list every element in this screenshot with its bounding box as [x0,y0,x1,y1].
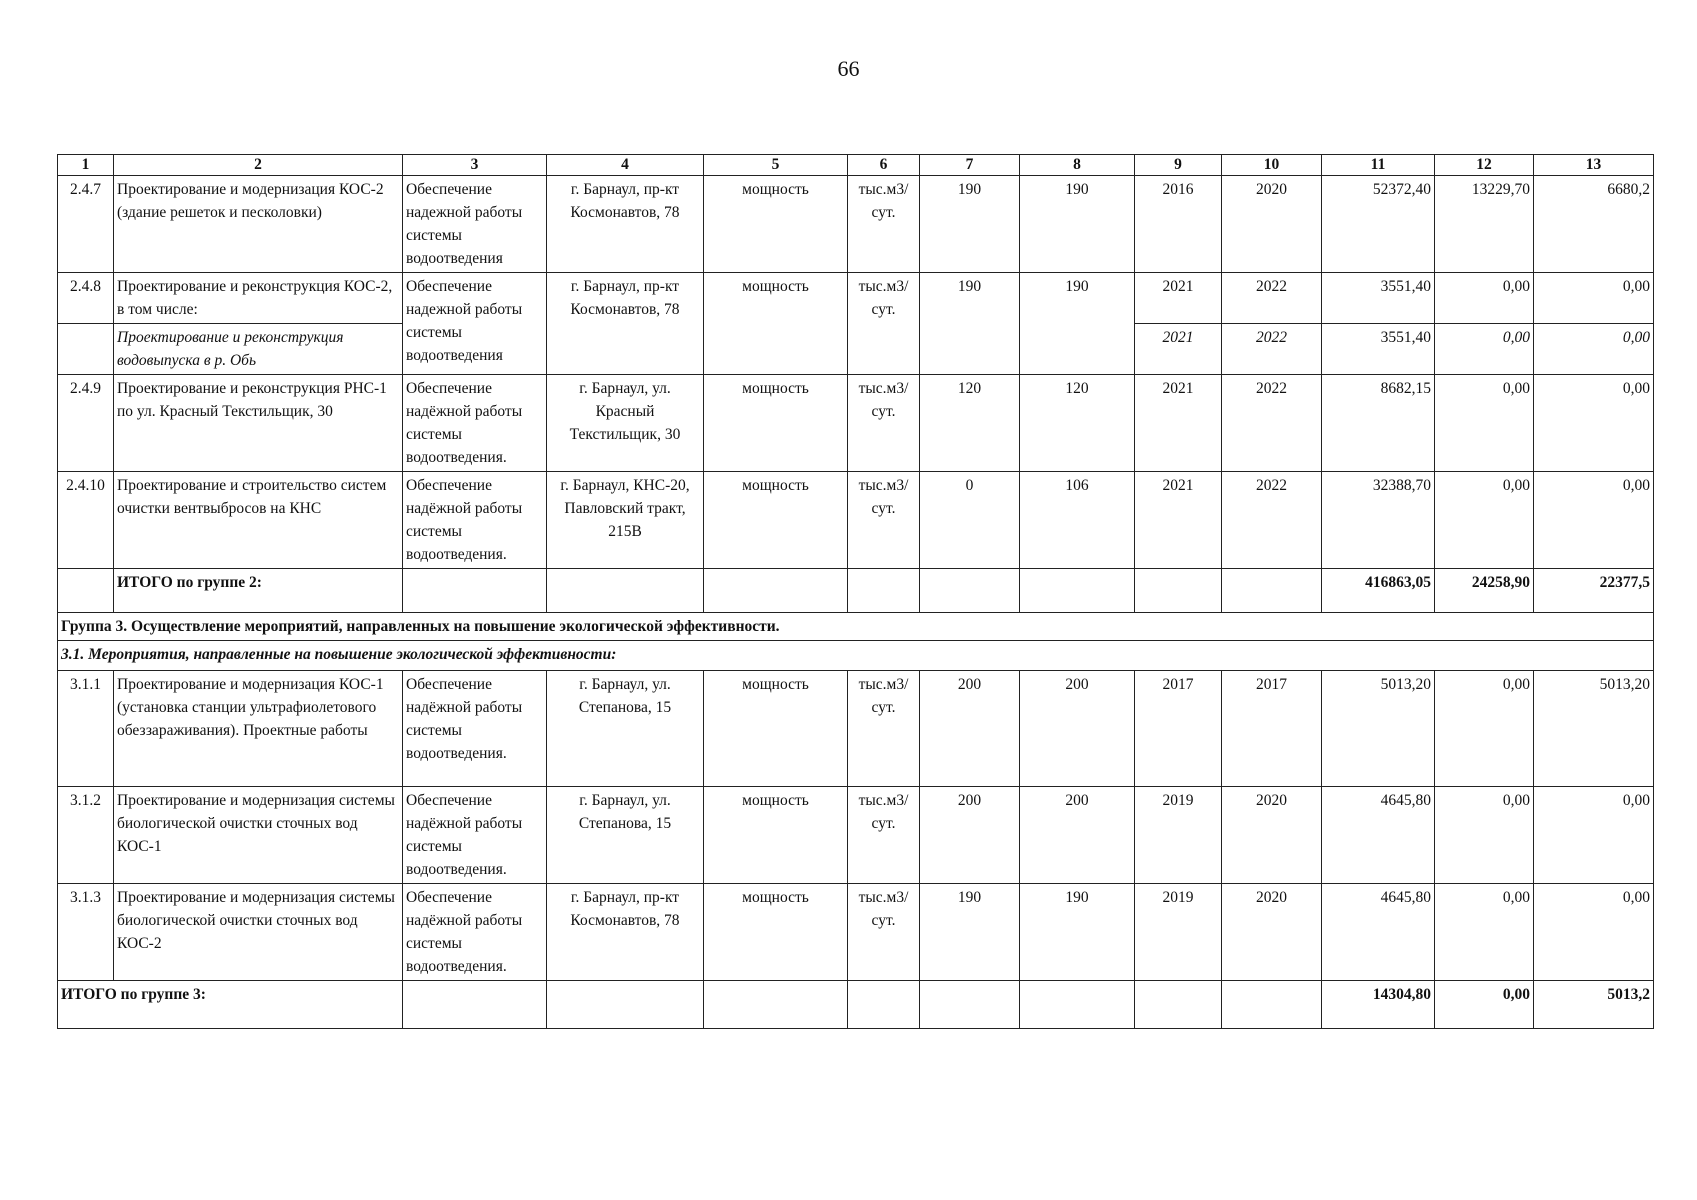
end-year: 2022 [1222,324,1322,375]
value-col7: 0 [920,472,1020,569]
start-year: 2021 [1135,472,1222,569]
indicator: мощность [704,375,848,472]
column-number: 10 [1222,155,1322,176]
empty-cell [1135,569,1222,613]
project-goal: Обеспечение надёжной работы системы водоотведения. [403,671,547,787]
column-number: 8 [1020,155,1135,176]
project-name: Проектирование и модернизация КОС-1 (установка станции ультрафиолетового обеззараживания). Проектные работы [114,671,403,787]
total-label: ИТОГО по группе 3: [58,981,403,1029]
project-address: г. Барнаул, пр-кт Космонавтов, 78 [547,176,704,273]
investment-program-table [57,154,1654,1029]
cost-col13: 6680,2 [1534,176,1654,273]
group-total-row [58,569,1654,613]
cost-total: 4645,80 [1322,787,1435,884]
table-row [58,176,1654,273]
empty-cell [1020,569,1135,613]
column-number: 12 [1435,155,1534,176]
project-goal: Обеспечение надежной работы системы водоотведения [403,176,547,273]
project-goal: Обеспечение надёжной работы системы водоотведения. [403,472,547,569]
project-goal: Обеспечение надёжной работы системы водоотведения. [403,787,547,884]
unit: тыс.м3/сут. [848,884,920,981]
total-label: ИТОГО по группе 2: [114,569,403,613]
project-address: г. Барнаул, ул. Степанова, 15 [547,787,704,884]
row-number: 2.4.10 [58,472,114,569]
project-goal: Обеспечение надёжной работы системы водоотведения. [403,884,547,981]
indicator: мощность [704,273,848,375]
value-col7: 200 [920,671,1020,787]
table-row [58,787,1654,884]
empty-cell [704,981,848,1029]
empty-cell [403,569,547,613]
end-year: 2020 [1222,176,1322,273]
total-col12: 24258,90 [1435,569,1534,613]
project-goal: Обеспечение надежной работы системы водоотведения [403,273,547,375]
value-col7: 200 [920,787,1020,884]
empty-cell [1020,981,1135,1029]
column-number: 5 [704,155,848,176]
table-row [58,273,1654,324]
value-col7: 190 [920,884,1020,981]
empty-cell [704,569,848,613]
cost-col12: 0,00 [1435,884,1534,981]
unit: тыс.м3/сут. [848,787,920,884]
unit: тыс.м3/сут. [848,375,920,472]
group-3-heading: Группа 3. Осуществление мероприятий, направленных на повышение экологической эффективности. [58,613,1654,641]
subgroup-heading-row [58,641,1654,671]
empty-cell [1135,981,1222,1029]
value-col7: 190 [920,176,1020,273]
project-name: Проектирование и реконструкция КОС-2, в том числе: [114,273,403,324]
indicator: мощность [704,671,848,787]
start-year: 2019 [1135,787,1222,884]
project-goal: Обеспечение надёжной работы системы водоотведения. [403,375,547,472]
empty-cell [1222,569,1322,613]
end-year: 2022 [1222,375,1322,472]
start-year: 2021 [1135,375,1222,472]
column-number: 3 [403,155,547,176]
empty-cell [920,981,1020,1029]
project-name: Проектирование и реконструкция водовыпуска в р. Обь [114,324,403,375]
column-number: 6 [848,155,920,176]
table-row [58,671,1654,787]
value-col8: 190 [1020,176,1135,273]
cost-col12: 0,00 [1435,787,1534,884]
cost-col12: 0,00 [1435,324,1534,375]
total-col13: 22377,5 [1534,569,1654,613]
value-col8: 190 [1020,273,1135,375]
unit: тыс.м3/сут. [848,671,920,787]
cost-col12: 0,00 [1435,273,1534,324]
project-name: Проектирование и строительство систем очистки вентвыбросов на КНС [114,472,403,569]
end-year: 2022 [1222,472,1322,569]
cost-total: 8682,15 [1322,375,1435,472]
project-address: г. Барнаул, ул. Красный Текстильщик, 30 [547,375,704,472]
row-number: 2.4.8 [58,273,114,324]
value-col8: 200 [1020,671,1135,787]
cost-col12: 0,00 [1435,671,1534,787]
column-number: 1 [58,155,114,176]
column-number: 11 [1322,155,1435,176]
group-heading-row [58,613,1654,641]
table-row [58,884,1654,981]
project-name: Проектирование и модернизация системы биологической очистки сточных вод КОС-1 [114,787,403,884]
value-col8: 120 [1020,375,1135,472]
indicator: мощность [704,884,848,981]
end-year: 2020 [1222,884,1322,981]
cost-total: 5013,20 [1322,671,1435,787]
cost-col12: 13229,70 [1435,176,1534,273]
cost-col12: 0,00 [1435,472,1534,569]
total-cost: 416863,05 [1322,569,1435,613]
cost-col13: 0,00 [1534,375,1654,472]
end-year: 2022 [1222,273,1322,324]
value-col8: 106 [1020,472,1135,569]
start-year: 2017 [1135,671,1222,787]
row-number: 3.1.3 [58,884,114,981]
project-name: Проектирование и модернизация КОС-2 (здание решеток и песколовки) [114,176,403,273]
cost-col13: 0,00 [1534,787,1654,884]
indicator: мощность [704,787,848,884]
table-row [58,375,1654,472]
unit: тыс.м3/сут. [848,273,920,375]
empty-cell [1222,981,1322,1029]
cost-total: 3551,40 [1322,273,1435,324]
row-number: 3.1.2 [58,787,114,884]
cost-col12: 0,00 [1435,375,1534,472]
page-number: 66 [837,56,860,81]
row-number: 3.1.1 [58,671,114,787]
column-numbers-row [58,155,1654,176]
empty-cell [58,569,114,613]
cost-col13: 5013,20 [1534,671,1654,787]
cost-total: 52372,40 [1322,176,1435,273]
empty-cell [848,981,920,1029]
cost-col13: 0,00 [1534,324,1654,375]
subgroup-3-1-heading: 3.1. Мероприятия, направленные на повышение экологической эффективности: [58,641,1654,671]
project-name: Проектирование и модернизация системы биологической очистки сточных вод КОС-2 [114,884,403,981]
cost-total: 32388,70 [1322,472,1435,569]
start-year: 2019 [1135,884,1222,981]
row-number: 2.4.7 [58,176,114,273]
start-year: 2021 [1135,324,1222,375]
start-year: 2021 [1135,273,1222,324]
cost-col13: 0,00 [1534,884,1654,981]
project-address: г. Барнаул, ул. Степанова, 15 [547,671,704,787]
cost-col13: 0,00 [1534,273,1654,324]
empty-cell [403,981,547,1029]
project-address: г. Барнаул, пр-кт Космонавтов, 78 [547,273,704,375]
empty-cell [547,981,704,1029]
group-total-row [58,981,1654,1029]
column-number: 7 [920,155,1020,176]
cost-total: 4645,80 [1322,884,1435,981]
value-col7: 190 [920,273,1020,375]
start-year: 2016 [1135,176,1222,273]
value-col8: 190 [1020,884,1135,981]
table-row [58,472,1654,569]
project-address: г. Барнаул, пр-кт Космонавтов, 78 [547,884,704,981]
indicator: мощность [704,472,848,569]
column-number: 4 [547,155,704,176]
cost-total: 3551,40 [1322,324,1435,375]
total-col12: 0,00 [1435,981,1534,1029]
unit: тыс.м3/сут. [848,176,920,273]
cost-col13: 0,00 [1534,472,1654,569]
total-cost: 14304,80 [1322,981,1435,1029]
empty-cell [848,569,920,613]
row-number: 2.4.9 [58,375,114,472]
value-col7: 120 [920,375,1020,472]
column-number: 2 [114,155,403,176]
empty-cell [920,569,1020,613]
indicator: мощность [704,176,848,273]
column-number: 9 [1135,155,1222,176]
end-year: 2020 [1222,787,1322,884]
empty-cell [547,569,704,613]
row-number-empty [58,324,114,375]
column-number: 13 [1534,155,1654,176]
end-year: 2017 [1222,671,1322,787]
total-col13: 5013,2 [1534,981,1654,1029]
value-col8: 200 [1020,787,1135,884]
project-name: Проектирование и реконструкция РНС-1 по ул. Красный Текстильщик, 30 [114,375,403,472]
project-address: г. Барнаул, КНС-20, Павловский тракт, 215В [547,472,704,569]
unit: тыс.м3/сут. [848,472,920,569]
